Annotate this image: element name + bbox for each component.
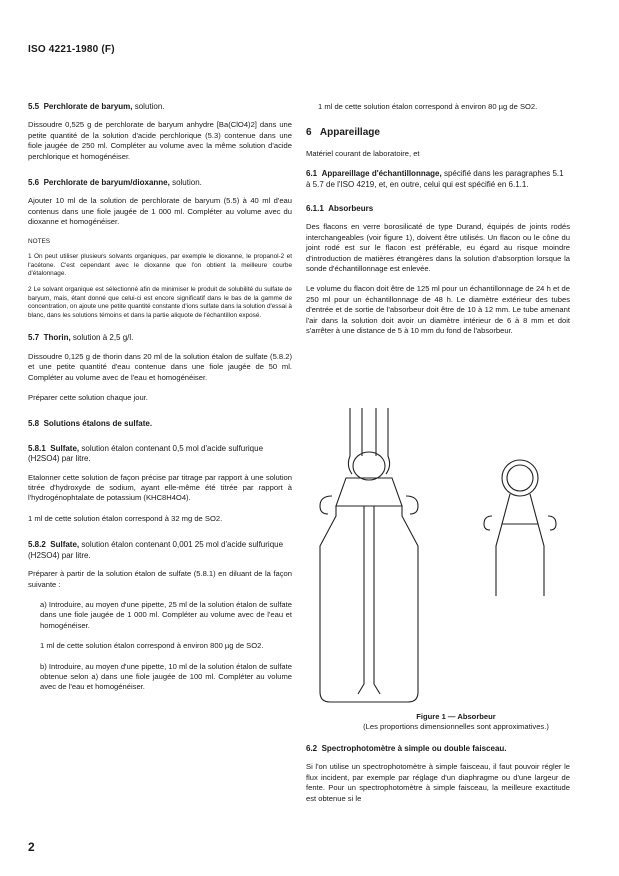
- figure-title: Figure 1 — Absorbeur: [416, 712, 496, 721]
- heading-5-5: 5.5 Perchlorate de baryum, solution.: [28, 102, 165, 111]
- para-6-2: Si l'on utilise un spectrophotomètre à simple faisceau, il faut pouvoir régler le flux incident, par exemple par réglage d'un diaphragme ou d'une largeur de fente. Pour un spectrophotomètre à simple faisceau, la meilleure exactitude est obtenue si le: [306, 762, 570, 803]
- item-b: b) Introduire, au moyen d'une pipette, 10 ml de la solution étalon de sulfate obtenue selon a) dans une fiole jaugée de 100 ml. Compléter au volume avec de l'eau et homogénéiser.: [40, 661, 292, 692]
- para-equiv-80: 1 ml de cette solution étalon correspond à environ 80 µg de SO2.: [318, 102, 538, 111]
- para-5-5: Dissoudre 0,525 g de perchlorate de baryum anhydre [Ba(ClO4)2] dans une petite quantité de la solution d'acide perchlorique (5.3) contenue dans une fiole jaugée de 250 ml. Compléter au volume avec la même solution d'acide perchlorique et homogénéiser.: [28, 120, 292, 161]
- heading-6-1-1: 6.1.1 Absorbeurs: [306, 204, 374, 214]
- item-a-equiv: 1 ml de cette solution étalon correspond à environ 800 µg de SO2.: [40, 641, 264, 651]
- para-5-7-daily: Préparer cette solution chaque jour.: [28, 393, 148, 403]
- para-5-8-1-equiv: 1 ml de cette solution étalon correspond à 32 mg de SO2.: [28, 513, 223, 523]
- heading-6-1: 6.1 Appareillage d'échantillonnage, spécifié dans les paragraphes 5.1 à 5.7 de l'ISO 4219, et, en outre, celui qui est spécifié en 6.1.1.: [306, 169, 564, 189]
- para-5-6: Ajouter 10 ml de la solution de perchlorate de baryum (5.5) à 40 ml d'eau contenus dans une fiole jaugée de 1 000 ml. Compléter au volume avec du dioxanne et homogénéiser.: [28, 196, 292, 227]
- bottle-body: [320, 506, 418, 702]
- inlet-tube: [348, 408, 352, 474]
- heading-6: 6 Appareillage: [306, 127, 380, 139]
- para-5-8-2: Préparer à partir de la solution étalon de sulfate (5.8.1) en diluant de la façon suivante :: [28, 569, 292, 589]
- figure-note: (Les proportions dimensionnelles sont approximatives.): [363, 722, 549, 731]
- right-column: [306, 102, 570, 347]
- right-column-lower: [306, 744, 570, 814]
- notes-label: NOTES: [28, 237, 51, 245]
- para-5-7: Dissoudre 0,125 g de thorin dans 20 ml de la solution étalon de sulfate (5.8.2) et une petite quantité d'eau contenue dans une fiole jaugée de 50 ml. Compléter au volume avec de l'eau et homogénéiser.: [28, 351, 292, 382]
- para-6-1-1-volume: Le volume du flacon doit être de 125 ml pour un échantillonnage de 24 h et de 250 ml pour un échantillonnage de 48 h. Le diamètre extérieur des tubes d'entrée et de sortie de l'absorbeur doit être de 10 à 12 mm. Le tube amenant l'air dans la solution doit avoir un diamètre intérieur de 6 à 8 mm et doit s'arrêter à une distance de 5 à 10 mm du fond de l'absorbeur.: [306, 284, 570, 336]
- heading-5-6: 5.6 Perchlorate de baryum/dioxanne, solution.: [28, 178, 202, 188]
- para-6: Matériel courant de laboratoire, et: [306, 148, 420, 158]
- heading-5-8: 5.8 Solutions étalons de sulfate.: [28, 419, 153, 429]
- left-column: [28, 102, 292, 703]
- heading-5-7: 5.7 Thorin, solution à 2,5 g/l.: [28, 333, 134, 343]
- heading-5-8-2: 5.8.2 Sulfate, solution étalon contenant 0,001 25 mol d'acide sulfurique (H2SO4) par litre.: [28, 540, 284, 560]
- para-5-8-1: Etalonner cette solution de façon précise par titrage par rapport à une solution titrée d'hydroxyde de sodium, ayant elle-même été titrée par rapport à l'hydrogénophtalate de potassium (KHC8H4O4).: [28, 472, 292, 503]
- item-a: a) Introduire, au moyen d'une pipette, 25 ml de la solution étalon de sulfate dans une fiole jaugée de 1 000 ml. Compléter au volume avec de l'eau et homogénéiser.: [40, 599, 292, 630]
- note-2: 2 Le solvant organique est sélectionné afin de minimiser le produit de solubilité du sulfate de baryum, mais, étant donné que celui-ci est encore significatif dans le bas de la gamme de concentration, on ajoute une petite quantité constante d'ions sulfate dans la solution d'essai à blanc, dans les solutions témoins et dans la partie aliquote de l'échantillon exposé.: [28, 286, 292, 319]
- heading-6-2: 6.2 Spectrophotomètre à simple ou double faisceau.: [306, 744, 507, 753]
- note-1: 1 On peut utiliser plusieurs solvants organiques, par exemple le dioxanne, le propanol-2 et l'acétone. C'est cependant avec le dioxanne que l'on obtient la meilleure courbe d'étalonnage.: [28, 253, 292, 278]
- notes-block: [28, 238, 292, 321]
- absorber-figure: [306, 396, 586, 708]
- heading-5-8-1: 5.8.1 Sulfate, solution étalon contenant 0,5 mol d'acide sulfurique (H2SO4) par litre.: [28, 443, 264, 464]
- figure-caption: [356, 712, 556, 732]
- outlet-tube: [386, 408, 390, 474]
- page-number: 2: [28, 840, 35, 854]
- para-6-1-1: Des flacons en verre borosilicaté de type Durand, équipés de joints rodés interchangeables (voir figure 1), doivent être utilisés. Un flacon ou le cône du joint rodé est sur le flacon est préférable, eu égard au risque moindre d'introduction de matières étrangères dans la solution d'absorption lorsque la sonde d'échantillonnage est enlevée.: [306, 222, 570, 274]
- document-header: ISO 4221-1980 (F): [28, 44, 115, 55]
